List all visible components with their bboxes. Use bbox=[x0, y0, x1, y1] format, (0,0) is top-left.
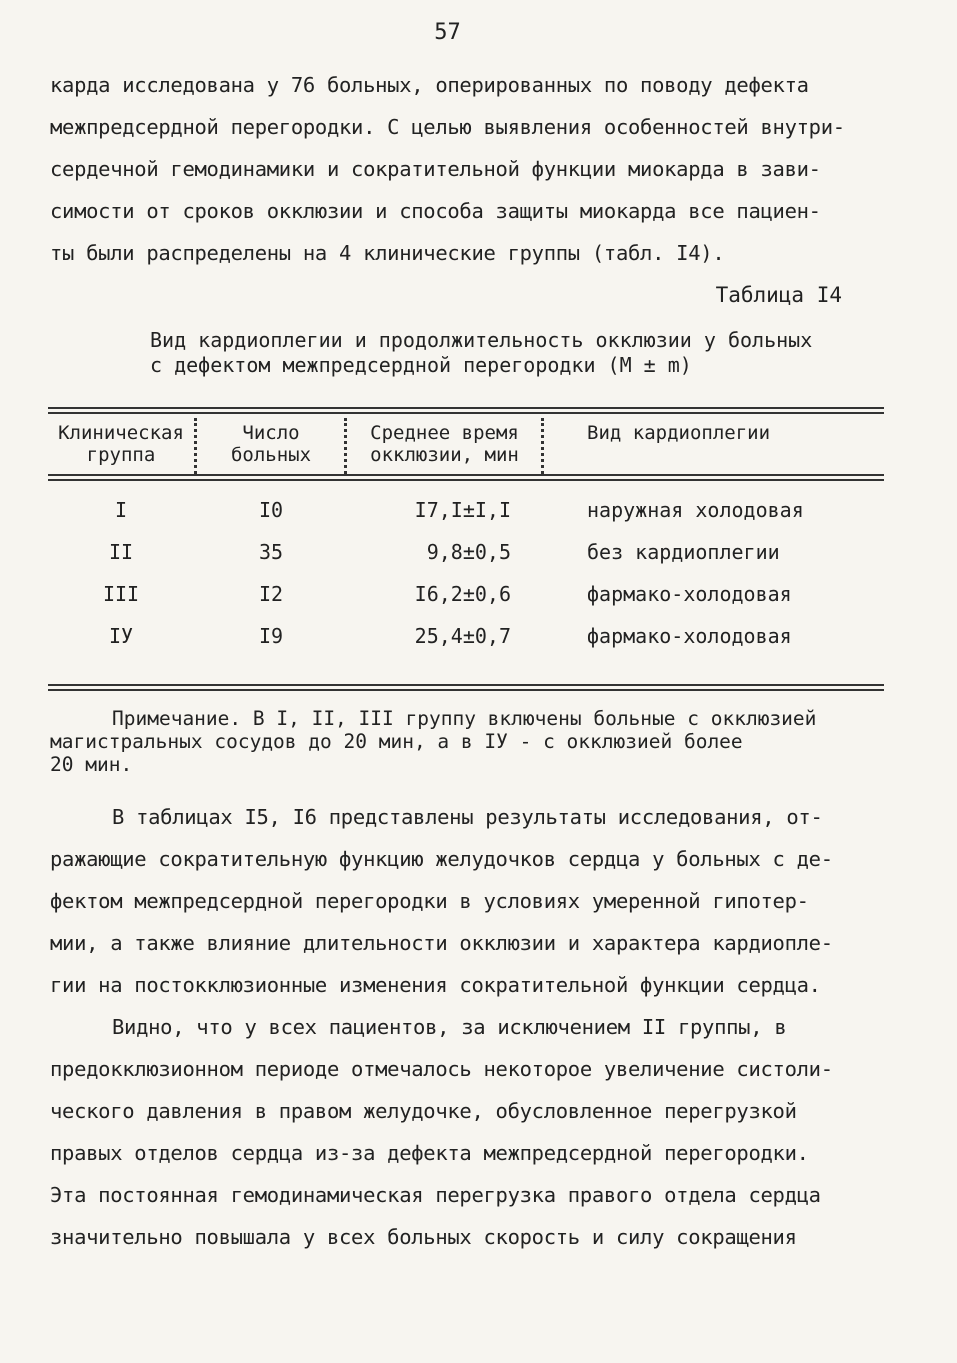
header-line: Клиническая bbox=[58, 422, 184, 444]
text-line: правых отделов сердца из-за дефекта межпредсердной перегородки. bbox=[50, 1141, 809, 1165]
intro-paragraph bbox=[50, 64, 900, 274]
cell-group: IУ bbox=[108, 624, 134, 648]
text-line: Видно, что у всех пациентов, за исключением II группы, в bbox=[112, 1015, 787, 1039]
cell-group: I bbox=[114, 498, 128, 522]
cell-cardioplegia: наружная холодовая bbox=[587, 498, 804, 522]
caption-line: с дефектом межпредсердной перегородки (М ± m) bbox=[150, 353, 692, 377]
text-line: симости от сроков окклюзии и способа защиты миокарда все пациен- bbox=[50, 199, 821, 223]
discussion-paragraph bbox=[50, 1006, 900, 1258]
text-line: сердечной гемодинамики и сократительной функции миокарда в зави- bbox=[50, 157, 821, 181]
text-line: мии, а также влияние длительности окклюзии и характера кардиопле- bbox=[50, 931, 833, 955]
cell-group: III bbox=[102, 582, 140, 606]
text-line: значительно повышала у всех больных скорость и силу сокращения bbox=[50, 1225, 797, 1249]
header-line: группа bbox=[86, 444, 156, 466]
cell-time: I7,I±I,I bbox=[414, 498, 511, 522]
cell-time: I6,2±0,6 bbox=[414, 582, 511, 606]
text-line: предокклюзионном периоде отмечалось некоторое увеличение систоли- bbox=[50, 1057, 833, 1081]
header-line: Число bbox=[242, 422, 300, 444]
cell-cardioplegia: без кардиоплегии bbox=[587, 540, 780, 564]
table-label: Таблица I4 bbox=[715, 283, 842, 307]
header-occlusion-time bbox=[348, 422, 541, 466]
text-line: фектом межпредсердной перегородки в условиях умеренной гипотер- bbox=[50, 889, 809, 913]
table-top-rule bbox=[48, 407, 884, 414]
header-line: Вид кардиоплегии bbox=[587, 422, 771, 444]
text-line: В таблицах I5, I6 представлены результаты исследования, от- bbox=[112, 805, 823, 829]
text-line: ческого давления в правом желудочке, обусловленное перегрузкой bbox=[50, 1099, 797, 1123]
table-caption bbox=[150, 328, 890, 378]
results-paragraph bbox=[50, 796, 900, 1006]
column-separator bbox=[344, 418, 347, 474]
cell-count: I9 bbox=[258, 624, 284, 648]
text-line: Эта постоянная гемодинамическая перегрузка правого отдела сердца bbox=[50, 1183, 821, 1207]
header-line: больных bbox=[230, 444, 312, 466]
column-separator bbox=[541, 418, 544, 474]
cell-cardioplegia: фармако-холодовая bbox=[587, 624, 792, 648]
text-line: карда исследована у 76 больных, оперированных по поводу дефекта bbox=[50, 73, 809, 97]
cell-count: 35 bbox=[258, 540, 284, 564]
cell-count: I2 bbox=[258, 582, 284, 606]
cell-count: I0 bbox=[258, 498, 284, 522]
text-line: гии на постокклюзионные изменения сократительной функции сердца. bbox=[50, 973, 821, 997]
cell-time: 9,8±0,5 bbox=[426, 540, 511, 564]
header-line: окклюзии, мин bbox=[370, 444, 519, 466]
cell-cardioplegia: фармако-холодовая bbox=[587, 582, 792, 606]
header-count bbox=[198, 422, 344, 466]
header-group bbox=[48, 422, 194, 466]
cell-group: II bbox=[108, 540, 134, 564]
text-line: межпредсердной перегородки. С целью выявления особенностей внутри- bbox=[50, 115, 845, 139]
table-header-rule bbox=[48, 474, 884, 481]
table-note bbox=[50, 707, 900, 776]
header-line: Среднее время bbox=[370, 422, 519, 444]
header-cardioplegia bbox=[545, 422, 877, 444]
cell-time: 25,4±0,7 bbox=[414, 624, 511, 648]
text-line: ты были распределены на 4 клинические группы (табл. I4). bbox=[50, 241, 725, 265]
note-line: магистральных сосудов до 20 мин, а в IУ - с окклюзией более bbox=[50, 730, 743, 753]
caption-line: Вид кардиоплегии и продолжительность окклюзии у больных bbox=[150, 328, 813, 352]
column-separator bbox=[194, 418, 197, 474]
page-number: 57 bbox=[434, 20, 461, 45]
note-line: 20 мин. bbox=[50, 753, 133, 776]
table-bottom-rule bbox=[48, 684, 884, 691]
note-line: Примечание. В I, II, III группу включены больные с окклюзией bbox=[112, 707, 817, 730]
text-line: ражающие сократительную функцию желудочков сердца у больных с де- bbox=[50, 847, 833, 871]
